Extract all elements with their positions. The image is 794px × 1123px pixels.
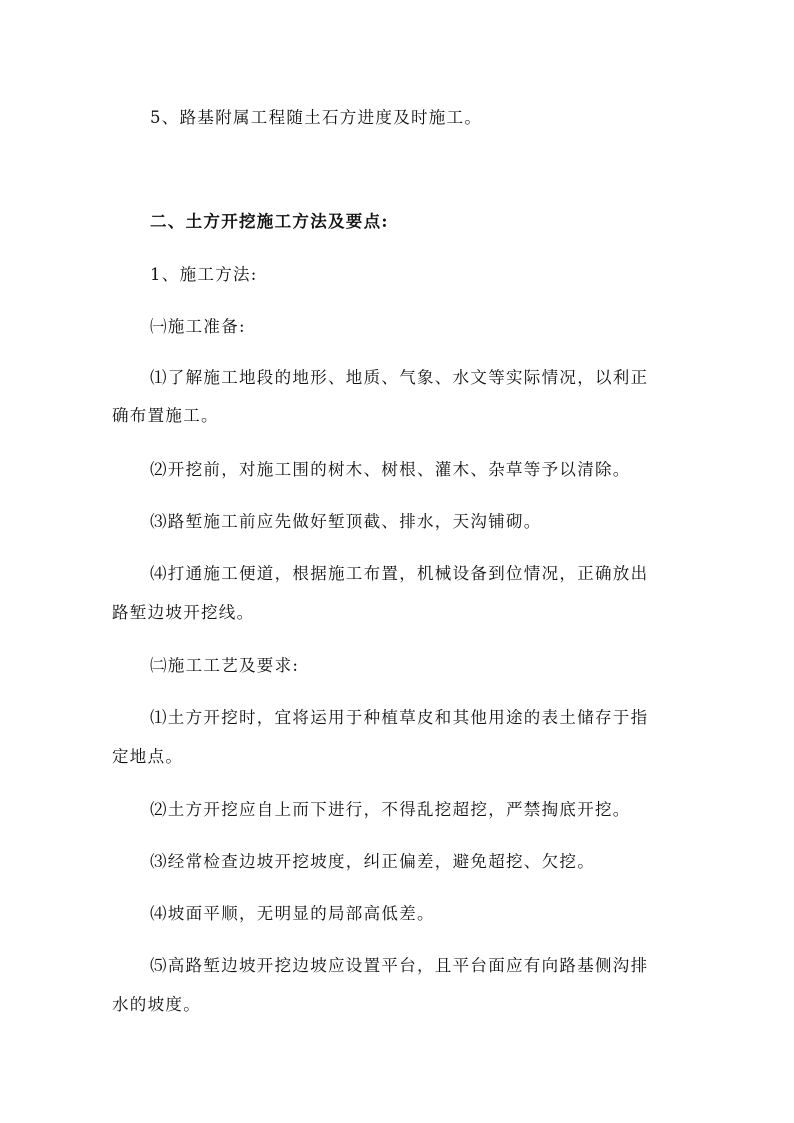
req-item-2: ⑵土方开挖应自上而下进行，不得乱挖超挖，严禁掏底开挖。 — [150, 800, 631, 819]
part-heading-preparation: ㈠施工准备: — [150, 317, 246, 336]
prep-item-4-line-1: ⑷打通施工便道，根据施工布置，机械设备到位情况，正确放出 — [150, 564, 649, 583]
prep-item-4-line-2: 路堑边坡开挖线。 — [112, 603, 255, 622]
subheading-construction-method: 1、施工方法: — [150, 265, 258, 284]
prep-item-2: ⑵开挖前，对施工围的树木、树根、灌木、杂草等予以清除。 — [150, 460, 631, 479]
prep-item-3: ⑶路堑施工前应先做好堑顶截、排水，天沟铺砌。 — [150, 512, 542, 531]
req-item-1-line-1: ⑴土方开挖时，宜将运用于种植草皮和其他用途的表土储存于指 — [150, 708, 649, 727]
section-heading-2: 二、土方开挖施工方法及要点: — [150, 212, 389, 231]
req-item-5-line-2: 水的坡度。 — [112, 995, 201, 1014]
req-item-5-line-1: ⑸高路堑边坡开挖边坡应设置平台，且平台面应有向路基侧沟排 — [150, 956, 649, 975]
prep-item-1-line-1: ⑴了解施工地段的地形、地质、气象、水文等实际情况，以利正 — [150, 368, 649, 387]
req-item-4: ⑷坡面平顺，无明显的局部高低差。 — [150, 904, 435, 923]
req-item-3: ⑶经常检查边坡开挖坡度，纠正偏差，避免超挖、欠挖。 — [150, 852, 595, 871]
paragraph-item-5: 5、路基附属工程随土石方进度及时施工。 — [150, 108, 483, 127]
prep-item-1-line-2: 确布置施工。 — [112, 406, 219, 425]
part-heading-process: ㈡施工工艺及要求: — [150, 656, 300, 675]
req-item-1-line-2: 定地点。 — [112, 747, 184, 766]
